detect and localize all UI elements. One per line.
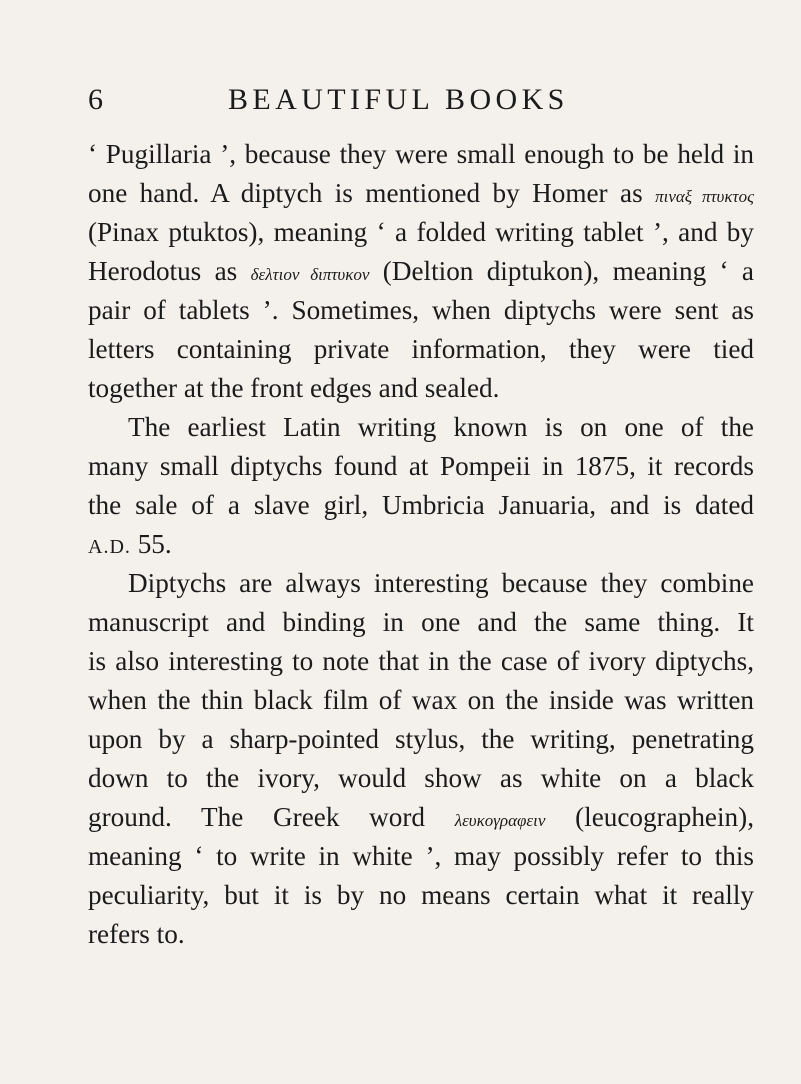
running-head: BEAUTIFUL BOOKS (228, 83, 569, 116)
text-line: Diptychs are always interesting because they combine (128, 568, 754, 598)
text-line: down to the ivory, would show as white on a black (88, 763, 754, 793)
text-line (88, 798, 754, 837)
text-line (88, 174, 754, 213)
text-line: manuscript and binding in one and the same thing. It (88, 607, 754, 637)
text-line: (Pinax ptuktos), meaning ‘ a folded writing tablet ’, and by (88, 217, 754, 247)
text-line: ‘ Pugillaria ’, because they were small enough to be held in (88, 139, 754, 169)
text-line: the sale of a slave girl, Umbricia Januaria, and is dated (88, 490, 754, 520)
text-line: peculiarity, but it is by no means certain what it really (88, 880, 754, 910)
text-line: together at the front edges and sealed. (88, 373, 500, 403)
text-fragment: (Deltion diptukon), meaning ‘ a (369, 256, 754, 286)
text-line: pair of tablets ’. Sometimes, when diptychs were sent as (88, 295, 754, 325)
text-fragment: (leucographein), (545, 802, 754, 832)
page-number: 6 (88, 83, 103, 116)
text-line: The earliest Latin writing known is on one of the (128, 412, 754, 442)
text-line: is also interesting to note that in the case of ivory diptychs, (88, 646, 754, 676)
text-line: meaning ‘ to write in white ’, may possibly refer to this (88, 841, 754, 871)
text-line (88, 252, 754, 291)
text-fragment: one hand. A diptych is mentioned by Homer as (88, 178, 656, 208)
text-line: upon by a sharp-pointed stylus, the writing, penetrating (88, 724, 754, 754)
text-line (88, 525, 754, 564)
text-fragment: 55. (130, 529, 172, 559)
text-line: refers to. (88, 919, 185, 949)
text-line: letters containing private information, they were tied (88, 334, 754, 364)
greek-term: πιναξ πτυκτος (655, 187, 754, 206)
greek-term: λευκογραφειν (454, 811, 546, 830)
small-caps-term: A.D. (88, 536, 131, 558)
text-fragment: Herodotus as (88, 256, 251, 286)
body-text (88, 135, 754, 954)
text-line: many small diptychs found at Pompeii in 1875, it records (88, 451, 754, 481)
text-fragment: ground. The Greek word (88, 802, 455, 832)
page-header (88, 80, 748, 124)
greek-term: δελτιον διπτυκον (250, 265, 370, 284)
text-line: when the thin black film of wax on the inside was written (88, 685, 754, 715)
